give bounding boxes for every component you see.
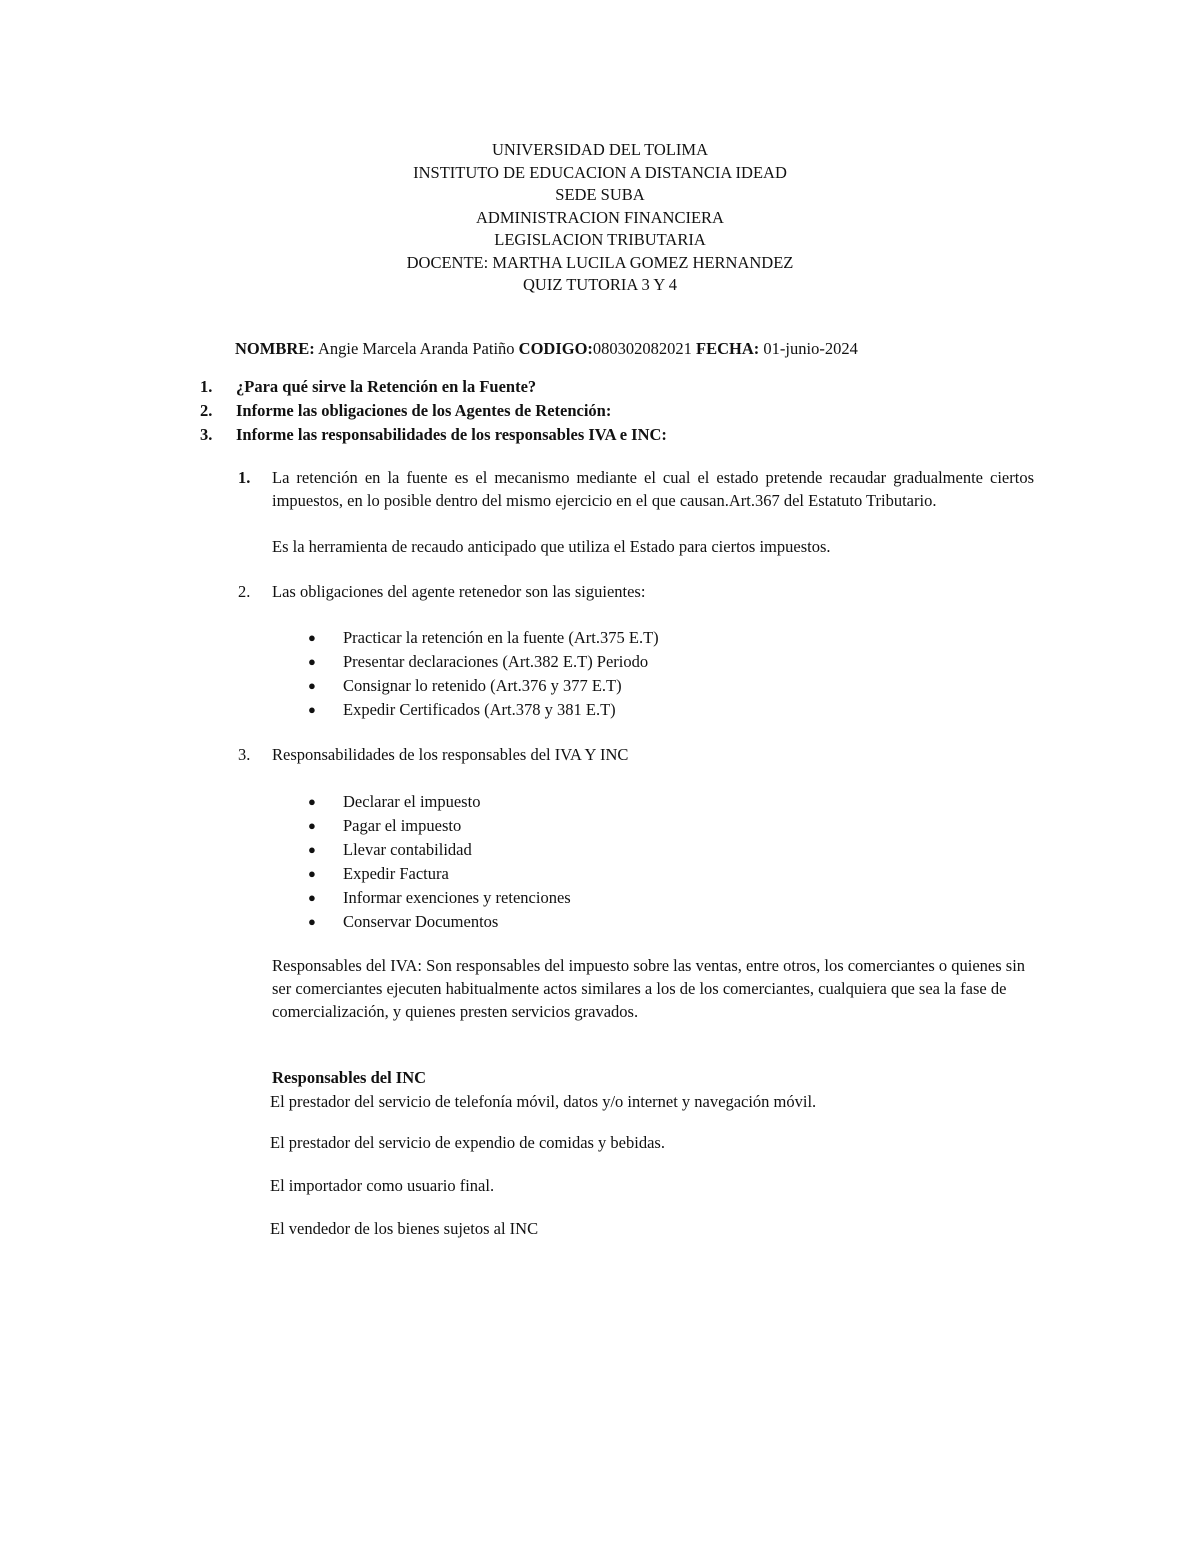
document-header: [0, 139, 1200, 297]
iva-responsables-paragraph: Responsables del IVA: Son responsables del impuesto sobre las ventas, entre otros, los comerciantes o quienes sin ser comerciantes ejecuten habitualmente actos similares a los de los comerciantes, cualquiera que sea la fase de comercialización, y quienes presten servicios gravados.: [272, 956, 1026, 1021]
inc-item: El vendedor de los bienes sujetos al INC: [270, 1219, 539, 1238]
bullet-icon: ●: [308, 654, 316, 669]
answer-1-number: 1.: [238, 468, 251, 487]
header-line-course: LEGISLACION TRIBUTARIA: [494, 230, 706, 249]
student-info-line: [235, 337, 858, 361]
answer-3-intro: Responsabilidades de los responsables del IVA Y INC: [272, 745, 629, 764]
answer-1-text-2: Es la herramienta de recaudo anticipado que utiliza el Estado para ciertos impuestos.: [272, 537, 831, 556]
question-number: 2.: [200, 401, 213, 420]
question-text: Informe las responsabilidades de los responsables IVA e INC:: [236, 425, 667, 444]
bullet-icon: ●: [308, 842, 316, 857]
codigo-value: 080302082021: [592, 339, 697, 358]
list-item: Declarar el impuesto: [343, 792, 481, 811]
fecha-value: 01-junio-2024: [759, 339, 858, 358]
bullet-icon: ●: [308, 702, 316, 717]
bullet-icon: ●: [308, 818, 316, 833]
answer-2-intro: Las obligaciones del agente retenedor son las siguientes:: [272, 582, 646, 601]
bullet-icon: ●: [308, 914, 316, 929]
bullet-icon: ●: [308, 630, 316, 645]
list-item: Expedir Certificados (Art.378 y 381 E.T): [343, 700, 616, 719]
list-item: Expedir Factura: [343, 864, 449, 883]
bullet-icon: ●: [308, 866, 316, 881]
header-line-institute: INSTITUTO DE EDUCACION A DISTANCIA IDEAD: [413, 162, 787, 182]
list-item: Practicar la retención en la fuente (Art.375 E.T): [343, 628, 659, 647]
bullet-icon: ●: [308, 678, 316, 693]
list-item: Presentar declaraciones (Art.382 E.T) Periodo: [343, 652, 649, 671]
nombre-value: Angie Marcela Aranda Patiño: [314, 339, 519, 358]
header-line-program: ADMINISTRACION FINANCIERA: [476, 207, 724, 227]
header-line-quiz: QUIZ TUTORIA 3 Y 4: [523, 275, 677, 294]
list-item: Consignar lo retenido (Art.376 y 377 E.T): [343, 676, 622, 695]
answer-1-text: La retención en la fuente es el mecanismo mediante el cual el estado pretende recaudar gradualmente ciertos impuestos, en lo posible dentro del mismo ejercicio en el que causan.Art.367 del Estatuto Tributario.: [272, 468, 1034, 510]
inc-item: El importador como usuario final.: [270, 1176, 495, 1195]
nombre-label: NOMBRE:: [235, 339, 315, 358]
inc-item: El prestador del servicio de expendio de comidas y bebidas.: [270, 1133, 665, 1152]
codigo-label: CODIGO:: [518, 339, 593, 358]
header-line-campus: SEDE SUBA: [555, 185, 645, 204]
fecha-label: FECHA:: [696, 339, 760, 358]
list-item: Llevar contabilidad: [343, 840, 472, 859]
bullet-icon: ●: [308, 794, 316, 809]
header-line-teacher: DOCENTE: MARTHA LUCILA GOMEZ HERNANDEZ: [406, 252, 794, 272]
list-item: Pagar el impuesto: [343, 816, 462, 835]
header-line-university: UNIVERSIDAD DEL TOLIMA: [491, 140, 708, 159]
bullet-icon: ●: [308, 890, 316, 905]
question-number: 3.: [200, 425, 213, 444]
answer-3-number: 3.: [238, 745, 251, 764]
list-item: Conservar Documentos: [343, 912, 499, 931]
answer-2-number: 2.: [238, 582, 251, 601]
inc-heading: Responsables del INC: [272, 1068, 427, 1087]
list-item: Informar exenciones y retenciones: [343, 888, 571, 907]
question-text: Informe las obligaciones de los Agentes de Retención:: [236, 401, 612, 420]
inc-item: El prestador del servicio de telefonía móvil, datos y/o internet y navegación móvil.: [270, 1092, 817, 1111]
question-number: 1.: [200, 377, 213, 396]
question-text: ¿Para qué sirve la Retención en la Fuente?: [236, 377, 537, 396]
